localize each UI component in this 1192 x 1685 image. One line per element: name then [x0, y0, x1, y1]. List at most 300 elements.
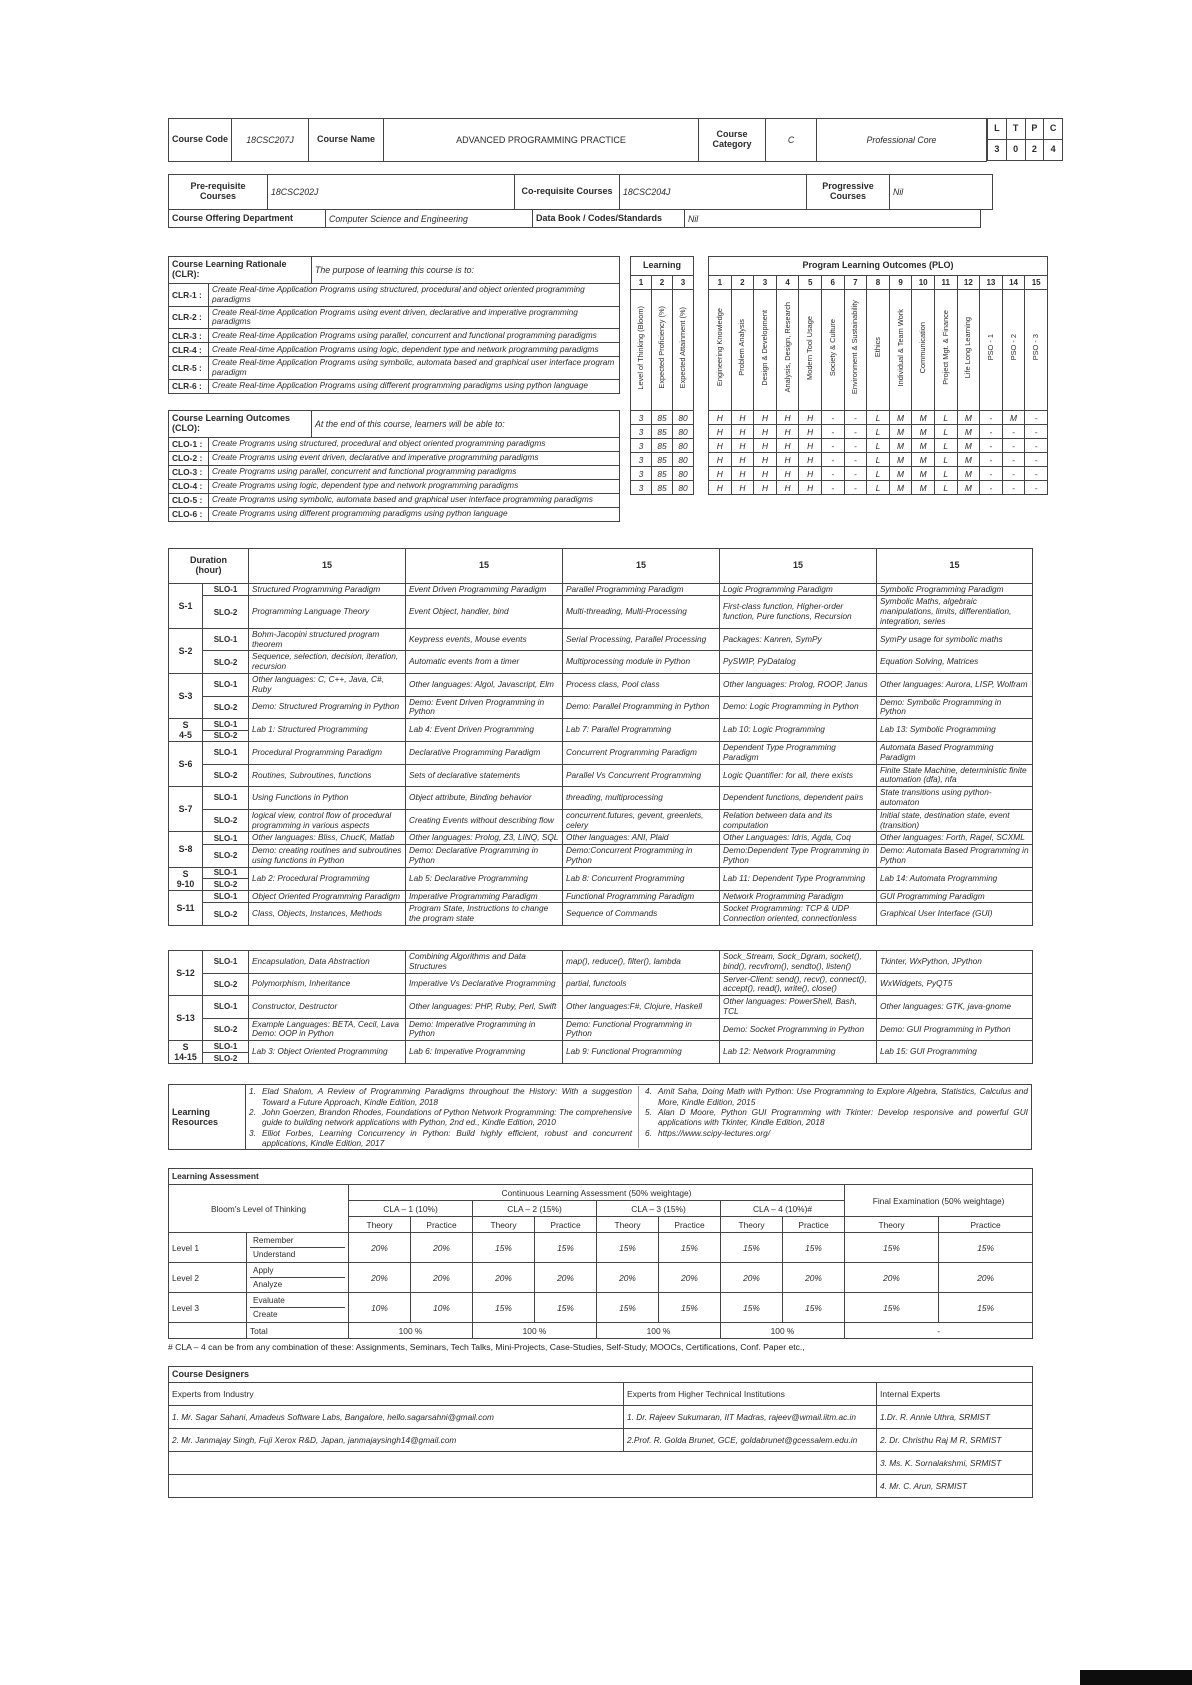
resource-text: Elliot Forbes, Learning Concurrency in Python: Build highly efficient, robust and concurrent applications, Kindle Edition, 2017 — [262, 1127, 632, 1149]
plo-value: H — [709, 453, 732, 467]
bloom-level: Create — [253, 1310, 278, 1320]
session-label: S 14-15 — [169, 1041, 203, 1064]
topic-cell: Demo: Logic Programming in Python — [720, 696, 877, 719]
plo-value: - — [1025, 481, 1048, 495]
cla-group-header: CLA – 4 (10%)# — [721, 1201, 845, 1217]
plo-value: - — [1025, 425, 1048, 439]
theory-practice-header: Practice — [939, 1217, 1033, 1233]
syllabus-row — [169, 1018, 1033, 1041]
cla-group-header: CLA – 3 (15%) — [597, 1201, 721, 1217]
learning-value: 85 — [652, 481, 673, 495]
theory-practice-header: Practice — [535, 1217, 597, 1233]
plo-value: H — [754, 425, 777, 439]
syllabus-row — [169, 719, 1033, 731]
plo-value: H — [754, 453, 777, 467]
plo-value: M — [912, 467, 935, 481]
resource-text: John Goerzen, Brandon Rhodes, Foundations of Python Network Programming: The comprehensive guide to building network applications with Python, 2nd ed., Kindle Edition, 2010 — [262, 1106, 632, 1128]
topic-cell: Automata Based Programming Paradigm — [877, 742, 1033, 765]
assessment-value: 15% — [783, 1293, 845, 1323]
cla-group-header: CLA – 2 (15%) — [473, 1201, 597, 1217]
plo-value: H — [731, 425, 754, 439]
designers-column-header: Experts from Industry — [169, 1383, 624, 1406]
learning-value: 80 — [673, 425, 694, 439]
plo-value: H — [731, 411, 754, 425]
plo-value: M — [889, 467, 912, 481]
topic-cell: Example Languages: BETA, Cecil, Lava Demo: OOP in Python — [249, 1018, 406, 1041]
session-label: S 4-5 — [169, 719, 203, 742]
clr-id: CLR-1 : — [169, 284, 209, 307]
learning-values-row — [631, 467, 694, 481]
module-hours: 15 — [563, 548, 720, 583]
assessment-value: 20% — [939, 1263, 1033, 1293]
prereq-value: 18CSC202J — [268, 175, 515, 210]
learning-values-row — [631, 411, 694, 425]
designer-cell: 2. Mr. Janmajay Singh, Fuji Xerox R&D, Japan, janmajaysingh14@gmail.com — [169, 1429, 624, 1452]
topic-cell: Lab 3: Object Oriented Programming — [249, 1041, 406, 1064]
plo-col-number: 2 — [731, 276, 754, 290]
slo-label: SLO-1 — [203, 787, 249, 810]
syllabus-row — [169, 651, 1033, 674]
clr-id: CLR-6 : — [169, 379, 209, 393]
topic-cell: Demo: Functional Programming in Python — [563, 1018, 720, 1041]
clr-text: Create Real-time Application Programs using event driven, declarative and imperative programming paradigms — [209, 306, 620, 329]
coreq-label: Co-requisite Courses — [515, 175, 620, 210]
plo-value: H — [776, 411, 799, 425]
ltpc-header: P — [1025, 119, 1044, 140]
topic-cell: Object attribute, Binding behavior — [406, 787, 563, 810]
course-code-label: Course Code — [169, 119, 232, 162]
learning-col-label: Expected Attainment (%) — [673, 290, 694, 411]
ltpc-value: 4 — [1044, 140, 1063, 161]
plo-col-label: Design & Development — [754, 290, 777, 411]
dept-value: Computer Science and Engineering — [326, 210, 533, 228]
designer-row — [169, 1429, 1033, 1452]
topic-cell: Socket Programming: TCP & UDP Connection oriented, connectionless — [720, 903, 877, 926]
plo-col-label: Environment & Sustainability — [844, 290, 867, 411]
clr-row — [169, 306, 620, 329]
designers-column-header: Experts from Higher Technical Institutions — [624, 1383, 877, 1406]
coreq-value: 18CSC204J — [620, 175, 807, 210]
designer-cell: 1. Dr. Rajeev Sukumaran, IIT Madras, rajeev@wmail.iitm.ac.in — [624, 1406, 877, 1429]
bloom-levels — [247, 1293, 349, 1323]
total-value: 100 % — [721, 1323, 845, 1339]
slo-label: SLO-1 — [203, 890, 249, 903]
assessment-title: Learning Assessment — [169, 1169, 1033, 1185]
resource-number: 6. — [645, 1127, 652, 1138]
clo-row — [169, 493, 620, 507]
topic-cell: Class, Objects, Instances, Methods — [249, 903, 406, 926]
plo-value: - — [1002, 481, 1025, 495]
plo-values-row — [709, 439, 1048, 453]
slo-label: SLO-2 — [203, 1018, 249, 1041]
topic-cell: Lab 4: Event Driven Programming — [406, 719, 563, 742]
plo-value: M — [957, 425, 980, 439]
plo-col-number: 15 — [1025, 276, 1048, 290]
topic-cell: Lab 15: GUI Programming — [877, 1041, 1033, 1064]
slo-label: SLO-1 — [203, 996, 249, 1019]
plo-value: H — [709, 425, 732, 439]
topic-cell: Other languages: Algol, Javascript, Elm — [406, 673, 563, 696]
topic-cell: Imperative Vs Declarative Programming — [406, 973, 563, 996]
plo-value: H — [731, 453, 754, 467]
plo-value: L — [934, 481, 957, 495]
topic-cell: Dependent functions, dependent pairs — [720, 787, 877, 810]
topic-cell: First-class function, Higher-order function, Pure functions, Recursion — [720, 596, 877, 628]
module-hours: 15 — [406, 548, 563, 583]
total-value: 100 % — [597, 1323, 721, 1339]
designer-cell: 1. Mr. Sagar Sahani, Amadeus Software Labs, Bangalore, hello.sagarsahni@gmail.com — [169, 1406, 624, 1429]
topic-cell: State transitions using python-automaton — [877, 787, 1033, 810]
plo-value: H — [709, 411, 732, 425]
clr-row — [169, 329, 620, 343]
plo-col-label: Communication — [912, 290, 935, 411]
clo-row — [169, 479, 620, 493]
plo-col-label: PSO - 3 — [1025, 290, 1048, 411]
module-hours: 15 — [877, 548, 1033, 583]
topic-cell: Demo:Dependent Type Programming in Python — [720, 845, 877, 868]
clo-subtitle: At the end of this course, learners will be able to: — [312, 410, 620, 437]
clo-row — [169, 465, 620, 479]
clo-text: Create Programs using parallel, concurrent and functional programming paradigms — [209, 465, 620, 479]
assessment-value: 15% — [659, 1293, 721, 1323]
resource-text: Alan D Moore, Python GUI Programming with Tkinter: Develop responsive and powerful GUI applications with Tkinter, Kindle Edition, 2018 — [658, 1106, 1028, 1128]
clr-id: CLR-3 : — [169, 329, 209, 343]
plo-value: L — [934, 425, 957, 439]
slo-label: SLO-1 — [203, 832, 249, 845]
topic-cell: Demo: creating routines and subroutines using functions in Python — [249, 845, 406, 868]
plo-value: - — [1002, 425, 1025, 439]
total-value: 100 % — [473, 1323, 597, 1339]
topic-cell: Symbolic Programming Paradigm — [877, 583, 1033, 596]
clo-text: Create Programs using logic, dependent type and network programming paradigms — [209, 479, 620, 493]
clo-title-table — [168, 410, 620, 438]
plo-value: H — [776, 425, 799, 439]
topic-cell: GUI Programming Paradigm — [877, 890, 1033, 903]
learning-value: 3 — [631, 453, 652, 467]
plo-value: - — [844, 411, 867, 425]
resource-number: 3. — [249, 1127, 256, 1138]
bloom-level: Understand — [253, 1250, 296, 1260]
clr-clo-matrix — [168, 256, 1063, 522]
theory-practice-header: Theory — [349, 1217, 411, 1233]
plo-value: M — [912, 411, 935, 425]
plo-value: L — [934, 467, 957, 481]
designer-cell: 4. Mr. C. Arun, SRMIST — [877, 1475, 1033, 1498]
designer-cell: 2.Prof. R. Golda Brunet, GCE, goldabrunet@gcessalem.edu.in — [624, 1429, 877, 1452]
syllabus-row — [169, 628, 1033, 651]
plo-value: H — [799, 411, 822, 425]
assessment-value: 15% — [535, 1233, 597, 1263]
assessment-value: 20% — [411, 1233, 473, 1263]
course-header — [168, 118, 1063, 162]
plo-value: L — [867, 439, 890, 453]
plo-value: H — [776, 453, 799, 467]
clo-id: CLO-3 : — [169, 465, 209, 479]
plo-value: M — [957, 411, 980, 425]
topic-cell: Lab 8: Concurrent Programming — [563, 867, 720, 890]
clr-text: Create Real-time Application Programs using structured, procedural and object oriented programming paradigms — [209, 284, 620, 307]
topic-cell: Demo: Automata Based Programming in Python — [877, 845, 1033, 868]
plo-value: - — [1025, 453, 1048, 467]
plo-value: H — [754, 411, 777, 425]
plo-col-label: Individual & Team Work — [889, 290, 912, 411]
slo-label: SLO-1 — [203, 673, 249, 696]
clo-text: Create Programs using event driven, declarative and imperative programming paradigms — [209, 451, 620, 465]
topic-cell: WxWidgets, PyQT5 — [877, 973, 1033, 996]
assessment-row — [169, 1293, 1033, 1323]
learning-value: 3 — [631, 481, 652, 495]
course-designers-table — [168, 1366, 1033, 1498]
theory-practice-header: Theory — [597, 1217, 659, 1233]
cla-header: Continuous Learning Assessment (50% weightage) — [349, 1185, 845, 1201]
clr-id: CLR-2 : — [169, 306, 209, 329]
topic-cell: Combining Algorithms and Data Structures — [406, 951, 563, 974]
plo-col-number: 1 — [709, 276, 732, 290]
plo-value: - — [980, 411, 1003, 425]
plo-value: - — [980, 467, 1003, 481]
slo-label: SLO-1 — [203, 1041, 249, 1053]
slo-label: SLO-1 — [203, 867, 249, 879]
resource-item — [645, 1086, 1028, 1107]
topic-cell: Multi-threading, Multi-Processing — [563, 596, 720, 628]
plo-value: H — [799, 467, 822, 481]
topic-cell: Demo: Parallel Programming in Python — [563, 696, 720, 719]
plo-col-label: Problem Analysis — [731, 290, 754, 411]
prerequisites-table — [168, 174, 993, 210]
topic-cell: Equation Solving, Matrices — [877, 651, 1033, 674]
assessment-value: 15% — [783, 1233, 845, 1263]
plo-value: H — [776, 467, 799, 481]
topic-cell: Programming Language Theory — [249, 596, 406, 628]
learning-resources-table — [168, 1084, 1032, 1150]
syllabus-row — [169, 583, 1033, 596]
clo-row — [169, 437, 620, 451]
slo-label: SLO-2 — [203, 730, 249, 742]
topic-cell: Imperative Programming Paradigm — [406, 890, 563, 903]
plo-value: M — [957, 453, 980, 467]
topic-cell: Lab 12: Network Programming — [720, 1041, 877, 1064]
topic-cell: Routines, Subroutines, functions — [249, 764, 406, 787]
resource-item — [645, 1107, 1028, 1128]
level-label: Level 3 — [169, 1293, 247, 1323]
plo-col-label: PSO - 2 — [1002, 290, 1025, 411]
plo-col-label: Life Long Learning — [957, 290, 980, 411]
learning-value: 85 — [652, 411, 673, 425]
ltpc-value: 2 — [1025, 140, 1044, 161]
progressive-label: Progressive Courses — [807, 175, 890, 210]
learning-col-label: Expected Proficiency (%) — [652, 290, 673, 411]
syllabus-row — [169, 596, 1033, 628]
theory-practice-header: Theory — [845, 1217, 939, 1233]
module-hours: 15 — [720, 548, 877, 583]
plo-col-label: Engineering Knowledge — [709, 290, 732, 411]
resource-number: 4. — [645, 1086, 652, 1097]
learning-value: 80 — [673, 481, 694, 495]
plo-value: L — [934, 453, 957, 467]
session-label: S-12 — [169, 951, 203, 996]
plo-value: M — [957, 481, 980, 495]
plo-value: H — [799, 425, 822, 439]
plo-value: H — [754, 481, 777, 495]
syllabus-row — [169, 696, 1033, 719]
assessment-value: 20% — [349, 1233, 411, 1263]
clo-id: CLO-4 : — [169, 479, 209, 493]
slo-label: SLO-1 — [203, 719, 249, 731]
plo-col-label: Ethics — [867, 290, 890, 411]
slo-label: SLO-2 — [203, 651, 249, 674]
plo-col-number: 11 — [934, 276, 957, 290]
designer-row — [169, 1406, 1033, 1429]
syllabus-row — [169, 742, 1033, 765]
plo-col-number: 5 — [799, 276, 822, 290]
total-label: Total — [247, 1323, 349, 1339]
learning-value: 80 — [673, 411, 694, 425]
topic-cell: concurrent.futures, gevent, greenlets, celery — [563, 809, 720, 832]
session-label: S-1 — [169, 583, 203, 628]
cla-group-header: CLA – 1 (10%) — [349, 1201, 473, 1217]
clr-id: CLR-5 : — [169, 357, 209, 380]
ltpc-value: 3 — [988, 140, 1007, 161]
topic-cell: Lab 14: Automata Programming — [877, 867, 1033, 890]
level-label: Level 1 — [169, 1233, 247, 1263]
syllabus-table-2 — [168, 950, 1033, 1064]
course-category-code: C — [766, 119, 817, 162]
clo-id: CLO-2 : — [169, 451, 209, 465]
clr-clo-column — [168, 256, 620, 522]
topic-cell: SymPy usage for symbolic maths — [877, 628, 1033, 651]
resource-item — [249, 1128, 632, 1149]
slo-label: SLO-2 — [203, 879, 249, 891]
clo-id: CLO-5 : — [169, 493, 209, 507]
plo-value: - — [821, 425, 844, 439]
topic-cell: Event Object, handler, bind — [406, 596, 563, 628]
dept-label: Course Offering Department — [169, 210, 326, 228]
topic-cell: Concurrent Programming Paradigm — [563, 742, 720, 765]
total-empty-cell — [169, 1323, 247, 1339]
topic-cell: Lab 13: Symbolic Programming — [877, 719, 1033, 742]
learning-value: 80 — [673, 453, 694, 467]
assessment-value: 15% — [473, 1293, 535, 1323]
clo-text: Create Programs using different programming paradigms using python language — [209, 507, 620, 521]
resource-text: Elad Shalom, A Review of Programming Paradigms throughout the History: With a suggestion Toward a Future Approach, Kindle Edition, 2018 — [262, 1086, 632, 1107]
session-label: S-3 — [169, 673, 203, 718]
resource-number: 2. — [249, 1106, 256, 1117]
plo-values-row — [709, 481, 1048, 495]
course-name-label: Course Name — [309, 119, 384, 162]
assessment-value: 15% — [721, 1293, 783, 1323]
assessment-value: 15% — [473, 1233, 535, 1263]
slo-label: SLO-2 — [203, 764, 249, 787]
syllabus-row — [169, 867, 1033, 879]
topic-cell: Symbolic Maths, algebraic manipulations, limits, differentiation, integration, series — [877, 596, 1033, 628]
session-label: S-11 — [169, 890, 203, 925]
plo-value: - — [844, 425, 867, 439]
session-label: S 9-10 — [169, 867, 203, 890]
ltpc-table — [987, 118, 1063, 161]
topic-cell: Other languages: Bliss, ChucK, Matlab — [249, 832, 406, 845]
plo-value: H — [709, 439, 732, 453]
plo-value: M — [889, 453, 912, 467]
plo-value: M — [889, 481, 912, 495]
plo-value: - — [844, 439, 867, 453]
assessment-value: 20% — [597, 1263, 659, 1293]
topic-cell: Demo:Concurrent Programming in Python — [563, 845, 720, 868]
topic-cell: Other languages:F#, Clojure, Haskell — [563, 996, 720, 1019]
plo-value: - — [1025, 439, 1048, 453]
plo-value: M — [912, 439, 935, 453]
plo-value: H — [776, 481, 799, 495]
plo-col-number: 12 — [957, 276, 980, 290]
assessment-row — [169, 1263, 1033, 1293]
session-label: S-13 — [169, 996, 203, 1041]
topic-cell: map(), reduce(), filter(), lambda — [563, 951, 720, 974]
plo-value: - — [821, 411, 844, 425]
session-label: S-6 — [169, 742, 203, 787]
plo-col-label: Modern Tool Usage — [799, 290, 822, 411]
learning-value: 80 — [673, 467, 694, 481]
plo-value: - — [1002, 467, 1025, 481]
clo-row — [169, 451, 620, 465]
learning-value: 3 — [631, 425, 652, 439]
plo-value: - — [980, 439, 1003, 453]
clr-subtitle: The purpose of learning this course is to: — [312, 257, 620, 284]
topic-cell: Other languages: PowerShell, Bash, TCL — [720, 996, 877, 1019]
plo-value: H — [799, 453, 822, 467]
plo-col-number: 7 — [844, 276, 867, 290]
slo-label: SLO-2 — [203, 845, 249, 868]
assessment-value: 15% — [939, 1233, 1033, 1263]
learning-col-number: 3 — [673, 276, 694, 290]
plo-value: - — [1025, 467, 1048, 481]
topic-cell: Sets of declarative statements — [406, 764, 563, 787]
topic-cell: Object Oriented Programming Paradigm — [249, 890, 406, 903]
plo-col-label: Analysis, Design, Research — [776, 290, 799, 411]
course-category-label: Course Category — [699, 119, 766, 162]
syllabus-row — [169, 973, 1033, 996]
plo-value: M — [889, 439, 912, 453]
progressive-value: Nil — [890, 175, 993, 210]
assessment-value: 20% — [535, 1263, 597, 1293]
clr-text: Create Real-time Application Programs using logic, dependent type and network programming paradigms — [209, 343, 620, 357]
syllabus-row — [169, 903, 1033, 926]
syllabus-row — [169, 845, 1033, 868]
clr-text: Create Real-time Application Programs using parallel, concurrent and functional programming paradigms — [209, 329, 620, 343]
topic-cell: Encapsulation, Data Abstraction — [249, 951, 406, 974]
designer-cell — [169, 1475, 877, 1498]
plo-col-number: 6 — [821, 276, 844, 290]
topic-cell: Multiprocessing module in Python — [563, 651, 720, 674]
designer-cell: 2. Dr. Christhu Raj M R, SRMIST — [877, 1429, 1033, 1452]
topic-cell: Other languages: C, C++, Java, C#, Ruby — [249, 673, 406, 696]
plo-value: H — [731, 467, 754, 481]
bloom-level: Evaluate — [250, 1294, 345, 1308]
assessment-value: 10% — [411, 1293, 473, 1323]
theory-practice-header: Practice — [659, 1217, 721, 1233]
plo-title: Program Learning Outcomes (PLO) — [709, 257, 1048, 276]
topic-cell: Program State, Instructions to change the program state — [406, 903, 563, 926]
learning-col-label: Level of Thinking (Bloom) — [631, 290, 652, 411]
syllabus-table-1 — [168, 548, 1033, 926]
topic-cell: Lab 5: Declarative Programming — [406, 867, 563, 890]
learning-values-row — [631, 453, 694, 467]
plo-value: M — [912, 425, 935, 439]
plo-value: M — [889, 425, 912, 439]
plo-value: M — [1002, 411, 1025, 425]
plo-value: L — [867, 467, 890, 481]
databook-label: Data Book / Codes/Standards — [533, 210, 685, 228]
topic-cell: Demo: GUI Programming in Python — [877, 1018, 1033, 1041]
topic-cell: Process class, Pool class — [563, 673, 720, 696]
